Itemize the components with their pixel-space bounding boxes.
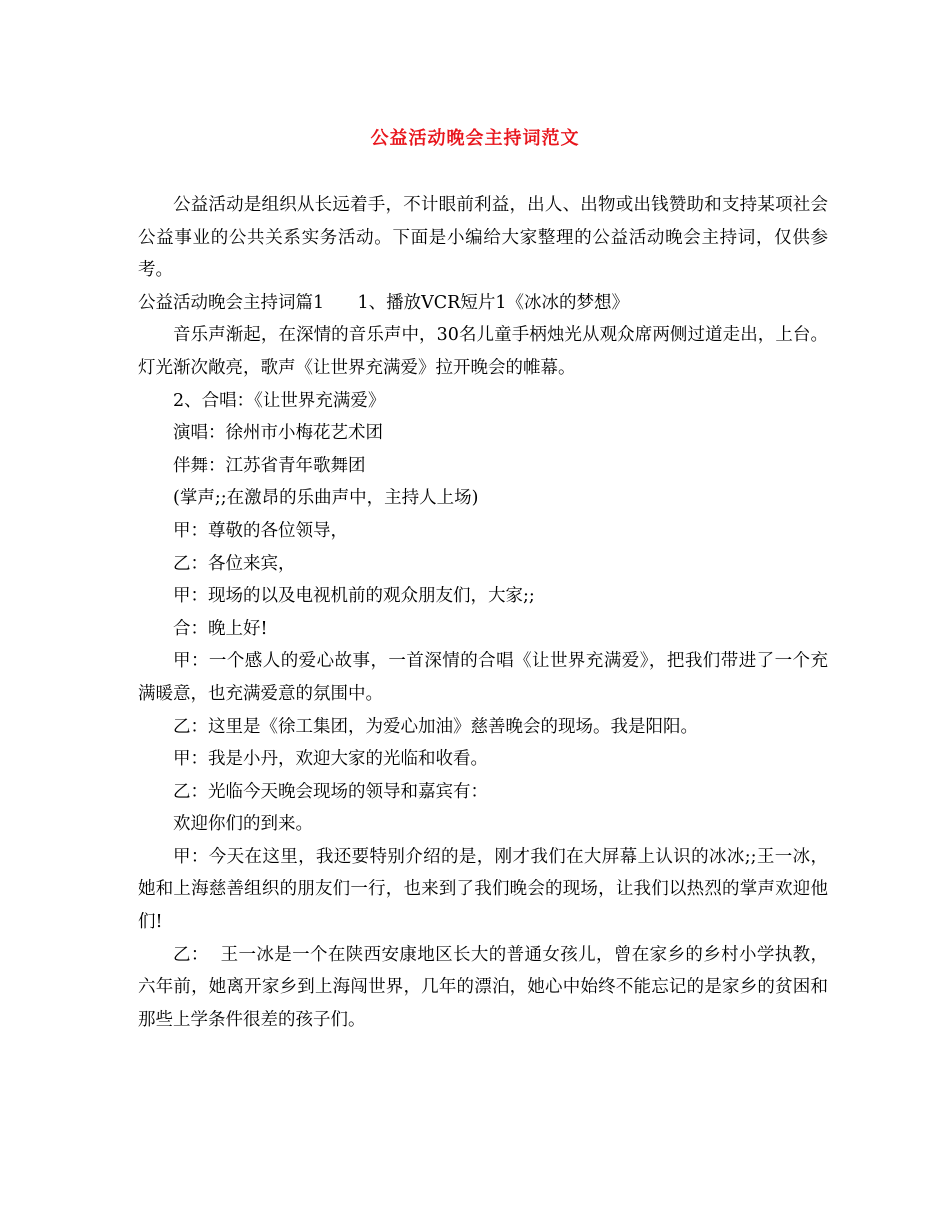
paragraph: 甲：今天在这里，我还要特别介绍的是，刚才我们在大屏幕上认识的冰冰;;王一冰，她和上海慈善组织的朋友们一行，也来到了我们晚会的现场，让我们以热烈的掌声欢迎他们! [138,846,828,933]
paragraph: 乙：光临今天晚会现场的领导和嘉宾有： [173,781,488,802]
document-body [138,189,828,1036]
document-title: 公益活动晚会主持词范文 [370,128,580,149]
paragraph: 甲：尊敬的各位领导， [173,520,348,541]
paragraph: 欢迎你们的到来。 [173,814,313,835]
paragraph: 甲：现场的以及电视机前的观众朋友们，大家;; [173,586,535,607]
paragraph: 演唱：徐州市小梅花艺术团 [173,423,383,444]
paragraph: (掌声;;在激昂的乐曲声中，主持人上场) [173,488,479,509]
paragraph: 2、合唱：《让世界充满爱》 [173,390,386,411]
paragraph: 音乐声渐起，在深情的音乐声中，30名儿童手柄烛光从观众席两侧过道走出，上台。灯光渐次敞亮，歌声《让世界充满爱》拉开晚会的帷幕。 [138,325,828,378]
paragraph: 合：晚上好! [173,618,268,639]
paragraph: 甲：我是小丹，欢迎大家的光临和收看。 [173,749,488,770]
paragraph: 乙：这里是《徐工集团，为爱心加油》慈善晚会的现场。我是阳阳。 [173,716,698,737]
paragraph: 乙：各位来宾， [173,553,296,574]
paragraph: 伴舞：江苏省青年歌舞团 [173,455,366,476]
paragraph: 甲：一个感人的爱心故事，一首深情的合唱《让世界充满爱》，把我们带进了一个充满暖意，也充满爱意的氛围中。 [138,651,828,704]
paragraph: 公益活动是组织从长远着手，不计眼前利益，出人、出物或出钱赞助和支持某项社会公益事业的公共关系实务活动。下面是小编给大家整理的公益活动晚会主持词，仅供参考。 [138,195,828,281]
paragraph: 公益活动晚会主持词篇1 1、播放VCR短片1《冰冰的梦想》 [138,292,629,313]
paragraph: 乙： 王一冰是一个在陕西安康地区长大的普通女孩儿，曾在家乡的乡村小学执教，六年前，她离开家乡到上海闯世界，几年的漂泊，她心中始终不能忘记的是家乡的贫困和那些上学条件很差的孩子们。 [138,944,828,1030]
